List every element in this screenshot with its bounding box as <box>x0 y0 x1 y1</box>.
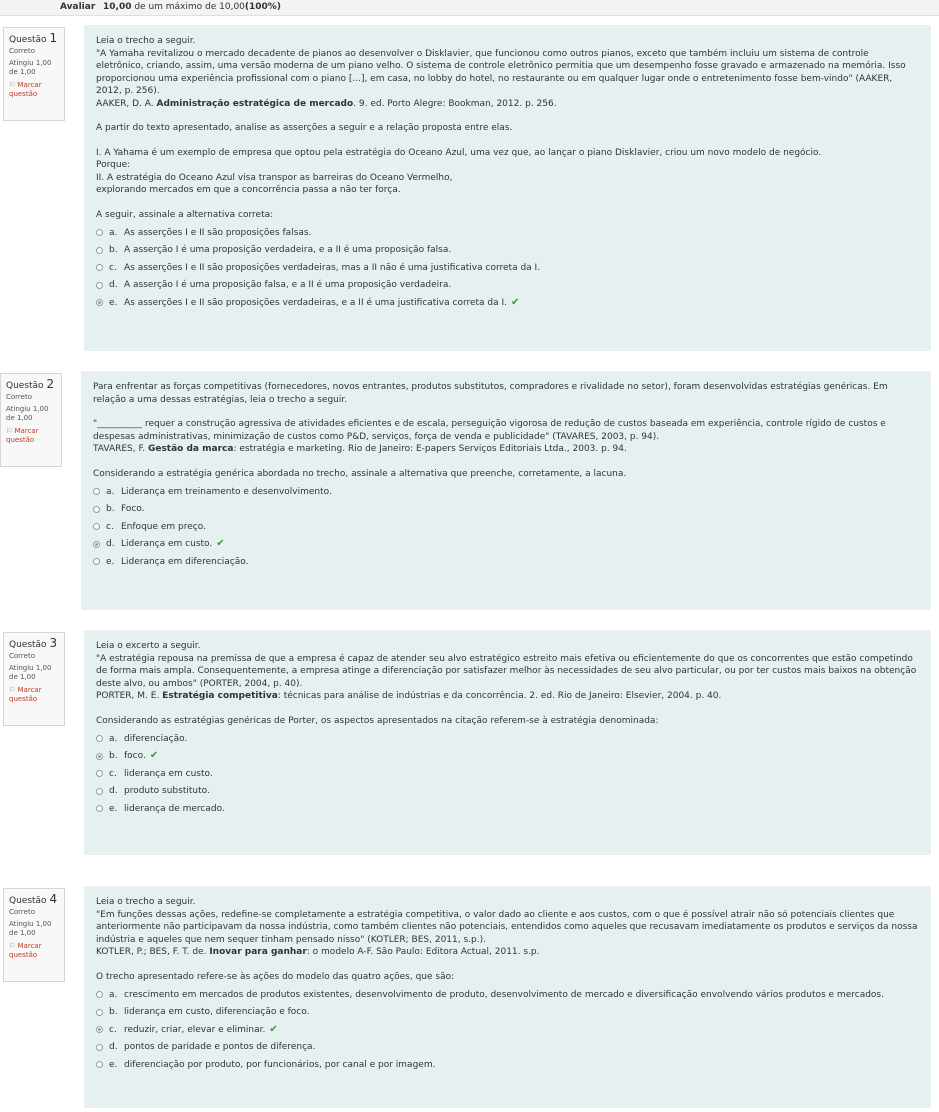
radio-icon[interactable] <box>96 1044 103 1051</box>
answer-option[interactable] <box>96 986 919 1004</box>
paragraph-text: TAVARES, F. <box>93 444 148 454</box>
paragraph-text: explorando mercados em que a concorrência passa a não ter força. <box>96 185 401 195</box>
paragraph-text: "A Yamaha revitalizou o mercado decadente de pianos ao desenvolver o Disklavier, que funcionou como outros pianos, exceto que também incluiu um sistema de controle eletrônico, criando, assim, uma versão moderna de um piano velho. O sistema de controle eletrônico permitia que um desempenho fosse gravado e armazenado na memória. Isso proporcionou uma experiência profissional com o piano [...], em casa, no lobby do hotel, no restaurante ou em qualquer lugar onde o entretenimento fosse bem-vindo" (AAKER, 2012, p. 256). <box>96 48 906 96</box>
option-text: A asserção I é uma proposição verdadeira, e a II é uma proposição falsa. <box>124 245 452 255</box>
option-letter: d. <box>109 280 118 290</box>
flag-question-link[interactable]: ⚐ Marcar questão <box>9 686 42 703</box>
option-letter: b. <box>109 245 118 255</box>
question-1-content <box>84 25 931 351</box>
answer-option[interactable] <box>96 242 919 260</box>
question-paragraph <box>96 159 919 172</box>
grade-value: 10,00 de um máximo de 10,00(100%) <box>103 2 281 12</box>
question-2-info <box>0 373 62 467</box>
option-letter: b. <box>106 504 115 514</box>
answer-option[interactable] <box>93 501 919 519</box>
question-paragraph <box>96 640 919 653</box>
answer-option[interactable] <box>96 783 919 801</box>
option-letter: e. <box>106 556 115 567</box>
answer-option[interactable] <box>96 294 919 312</box>
option-text: diferenciação por produto, por funcionários, por canal e por imagem. <box>124 1059 436 1070</box>
option-letter: d. <box>109 1042 118 1052</box>
question-state: Correto <box>6 393 32 401</box>
answer-options <box>96 224 919 312</box>
paragraph-text: "__________ requer a construção agressiva de atividades eficientes e de escala, perseguição vigorosa de redução de custos baseada em experiência, controle rígido de custos e despesas administrativas, minimização de custos como P&D, serviços, força de venda e publicidade" (TAVARES, 2003, p. 94). <box>93 419 886 442</box>
question-paragraph <box>96 147 919 160</box>
question-paragraph <box>96 35 919 48</box>
question-4-content <box>84 886 931 1108</box>
spacer <box>96 197 919 209</box>
flag-question-link[interactable]: ⚐ Marcar questão <box>6 427 39 444</box>
question-4-info <box>3 888 65 982</box>
radio-icon[interactable] <box>93 506 100 513</box>
paragraph-text: . 9. ed. Porto Alegre: Bookman, 2012. p. 256. <box>353 98 557 109</box>
answer-options <box>96 986 919 1074</box>
spacer <box>96 135 919 147</box>
radio-icon[interactable] <box>96 788 103 795</box>
question-paragraph <box>96 172 919 185</box>
option-text: pontos de paridade e pontos de diferença. <box>124 1042 316 1052</box>
correct-check-icon: ✔ <box>269 1023 278 1035</box>
option-text: Liderança em custo. <box>121 539 213 549</box>
question-paragraph <box>96 209 919 222</box>
option-text: liderança em custo, diferenciação e foco. <box>124 1007 310 1017</box>
option-text: produto substituto. <box>124 786 210 796</box>
question-paragraph <box>93 381 919 406</box>
option-text: crescimento em mercados de produtos existentes, desenvolvimento de produto, desenvolvimento de mercado e diversificação envolvendo vários produtos e mercados. <box>124 989 884 1000</box>
answer-option[interactable] <box>93 553 919 571</box>
paragraph-text: Para enfrentar as forças competitivas (fornecedores, novos entrantes, produtos substitutos, compradores e rivalidade no setor), foram desenvolvidas estratégias genéricas. Em relação a uma dessas estratégias, leia o trecho a seguir. <box>93 382 888 405</box>
option-letter: b. <box>109 751 118 761</box>
paragraph-text: : o modelo A-F. São Paulo: Editora Actual, 2011. s.p. <box>306 947 540 957</box>
radio-icon[interactable] <box>96 735 103 742</box>
question-paragraph <box>93 443 919 456</box>
paragraph-text: Porque: <box>96 160 131 170</box>
correct-check-icon: ✔ <box>511 296 520 308</box>
answer-options <box>96 730 919 818</box>
option-text: foco. <box>124 751 146 761</box>
option-letter: c. <box>109 768 117 779</box>
flag-icon: ⚐ <box>9 686 16 694</box>
flag-icon: ⚐ <box>6 427 13 435</box>
paragraph-text: : técnicas para análise de indústrias e da concorrência. 2. ed. Rio de Janeiro: Elsevier, 2004. p. 40. <box>277 691 722 701</box>
option-text: liderança de mercado. <box>124 803 225 814</box>
option-text: reduzir, criar, elevar e eliminar. <box>124 1024 266 1035</box>
radio-icon[interactable] <box>96 282 103 289</box>
reference-title: Estratégia competitiva <box>162 691 278 701</box>
option-letter: e. <box>109 803 118 814</box>
radio-icon[interactable] <box>96 247 103 254</box>
paragraph-text: KOTLER, P.; BES, F. T. de. <box>96 947 210 957</box>
question-grade: Atingiu 1,00 de 1,00 <box>6 405 49 422</box>
flag-icon: ⚐ <box>9 81 16 89</box>
answer-option[interactable] <box>96 765 919 783</box>
paragraph-text: O trecho apresentado refere-se às ações do modelo das quatro ações, que são: <box>96 971 455 982</box>
paragraph-text: A seguir, assinale a alternativa correta: <box>96 209 274 220</box>
option-letter: c. <box>109 262 117 273</box>
spacer <box>96 703 919 715</box>
radio-selected-icon[interactable] <box>96 299 103 306</box>
radio-icon[interactable] <box>96 770 103 777</box>
paragraph-text: Leia o trecho a seguir. <box>96 897 196 907</box>
radio-selected-icon[interactable] <box>93 541 100 548</box>
answer-options <box>93 483 919 571</box>
question-2-content <box>81 371 931 610</box>
question-number: Questão 1 <box>9 31 58 45</box>
flag-icon: ⚐ <box>9 942 16 950</box>
radio-icon[interactable] <box>93 488 100 495</box>
option-text: Liderança em treinamento e desenvolvimento. <box>121 486 332 497</box>
option-text: diferenciação. <box>124 733 188 744</box>
question-3-info <box>3 632 65 726</box>
option-letter: d. <box>109 786 118 796</box>
radio-icon[interactable] <box>93 558 100 565</box>
question-1-info <box>3 27 65 121</box>
paragraph-text: "Em funções dessas ações, redefine-se completamente a estratégia competitiva, o valor dado ao cliente e aos custos, com o que é possível atrair não só potenciais clientes que anteriormente não participavam da nossa indústria, como também clientes não potenciais, entendidos como aqueles que recusavam imediatamente os produtos e serviços da nossa indústria e aqueles que nem sequer tinham pensado nisso" (KOTLER; BES, 2011, s.p.). <box>96 909 918 945</box>
option-letter: e. <box>109 1059 118 1070</box>
answer-option[interactable] <box>96 1021 919 1039</box>
question-paragraph <box>96 184 919 197</box>
answer-option[interactable] <box>93 518 919 536</box>
answer-option[interactable] <box>93 536 919 554</box>
question-text <box>96 35 919 221</box>
question-paragraph <box>96 715 919 728</box>
grade-summary-bar <box>0 0 939 16</box>
question-number: Questão 4 <box>9 892 58 906</box>
question-text <box>93 381 919 480</box>
reference-title: Gestão da marca <box>147 444 234 454</box>
question-paragraph <box>96 690 919 703</box>
question-paragraph <box>96 122 919 135</box>
question-paragraph <box>96 971 919 984</box>
reference-title: Administração estratégica de mercado <box>156 98 354 109</box>
answer-option[interactable] <box>96 1039 919 1057</box>
option-letter: b. <box>109 1007 118 1017</box>
radio-icon[interactable] <box>96 229 103 236</box>
radio-icon[interactable] <box>96 991 103 998</box>
paragraph-text: A partir do texto apresentado, analise as asserções a seguir e a relação proposta entre elas. <box>96 123 513 133</box>
flag-question-link[interactable]: ⚐ Marcar questão <box>9 81 42 98</box>
spacer <box>96 110 919 122</box>
spacer <box>96 959 919 971</box>
option-text: A asserção I é uma proposição falsa, e a II é uma proposição verdadeira. <box>124 280 452 290</box>
question-paragraph <box>96 653 919 691</box>
question-paragraph <box>96 896 919 909</box>
correct-check-icon: ✔ <box>149 750 159 761</box>
question-state: Correto <box>9 47 35 55</box>
question-paragraph <box>96 48 919 98</box>
paragraph-text: Leia o excerto a seguir. <box>96 641 201 651</box>
option-letter: d. <box>106 539 115 549</box>
option-letter: a. <box>106 486 115 497</box>
question-number: Questão 3 <box>9 636 58 650</box>
question-text <box>96 896 919 983</box>
answer-option[interactable] <box>96 224 919 242</box>
option-text: liderança em custo. <box>124 768 213 779</box>
question-paragraph <box>96 98 919 111</box>
answer-option[interactable] <box>96 1004 919 1022</box>
paragraph-text: I. A Yahama é um exemplo de empresa que optou pela estratégia do Oceano Azul, uma vez que, ao lançar o piano Disklavier, criou um novo modelo de negócio. <box>96 147 822 158</box>
question-paragraph <box>96 909 919 947</box>
question-text <box>96 640 919 727</box>
radio-icon[interactable] <box>96 1009 103 1016</box>
grade-label: Avaliar <box>60 2 96 12</box>
question-grade: Atingiu 1,00 de 1,00 <box>9 59 52 76</box>
answer-option[interactable] <box>96 259 919 277</box>
radio-selected-icon[interactable] <box>96 1026 103 1033</box>
question-3-content <box>84 630 931 855</box>
option-letter: a. <box>109 227 118 238</box>
option-letter: c. <box>109 1024 117 1035</box>
question-paragraph <box>96 946 919 959</box>
paragraph-text: II. A estratégia do Oceano Azul visa transpor as barreiras do Oceano Vermelho, <box>96 172 453 183</box>
radio-selected-icon[interactable] <box>96 753 103 760</box>
radio-icon[interactable] <box>96 805 103 812</box>
answer-option[interactable] <box>96 1056 919 1074</box>
spacer <box>93 456 919 468</box>
answer-option[interactable] <box>96 800 919 818</box>
question-grade: Atingiu 1,00 de 1,00 <box>9 920 52 937</box>
answer-option[interactable] <box>93 483 919 501</box>
option-letter: e. <box>109 297 118 308</box>
question-number: Questão 2 <box>6 377 55 391</box>
paragraph-text: Considerando as estratégias genéricas de Porter, os aspectos apresentados na citação referem-se à estratégia denominada: <box>96 715 659 726</box>
answer-option[interactable] <box>96 730 919 748</box>
option-text: Enfoque em preço. <box>121 521 206 532</box>
paragraph-text: : estratégia e marketing. Rio de Janeiro: E-papers Serviços Editoriais Ltda., 2003. p. 94. <box>233 444 627 454</box>
answer-option[interactable] <box>96 748 919 766</box>
option-text: Liderança em diferenciação. <box>121 556 249 567</box>
paragraph-text: Considerando a estratégia genérica abordada no trecho, assinale a alternativa que preenche, corretamente, a lacuna. <box>93 468 627 479</box>
option-letter: c. <box>106 521 114 532</box>
paragraph-text: AAKER, D. A. <box>96 98 157 109</box>
spacer <box>93 406 919 418</box>
option-text: As asserções I e II são proposições verdadeiras, mas a II não é uma justificativa correta da I. <box>124 262 541 273</box>
question-state: Correto <box>9 652 35 660</box>
radio-icon[interactable] <box>96 264 103 271</box>
paragraph-text: "A estratégia repousa na premissa de que a empresa é capaz de atender seu alvo estratégico estreito mais efetiva ou eficientemente do que os concorrentes que estão competindo de forma mais ampla. Consequentemente, a empresa atinge a diferenciação por satisfazer melhor às necessidades de seu alvo particular, ou por ter custos mais baixos na obtenção deste alvo, ou ambos" (PORTER, 2004, p. 40). <box>96 653 917 689</box>
option-text: As asserções I e II são proposições verdadeiras, e a II é uma justificativa correta da I. <box>124 297 508 308</box>
answer-option[interactable] <box>96 277 919 295</box>
paragraph-text: Leia o trecho a seguir. <box>96 36 196 46</box>
correct-check-icon: ✔ <box>216 538 225 549</box>
question-state: Correto <box>9 908 35 916</box>
question-paragraph <box>93 418 919 443</box>
radio-icon[interactable] <box>93 523 100 530</box>
question-grade: Atingiu 1,00 de 1,00 <box>9 664 52 681</box>
option-text: As asserções I e II são proposições falsas. <box>124 227 312 238</box>
radio-icon[interactable] <box>96 1061 103 1068</box>
flag-question-link[interactable]: ⚐ Marcar questão <box>9 942 42 959</box>
reference-title: Inovar para ganhar <box>209 947 307 957</box>
paragraph-text: PORTER, M. E. <box>96 691 163 701</box>
option-letter: a. <box>109 989 118 1000</box>
option-text: Foco. <box>121 504 145 514</box>
question-paragraph <box>93 468 919 481</box>
option-letter: a. <box>109 733 118 744</box>
